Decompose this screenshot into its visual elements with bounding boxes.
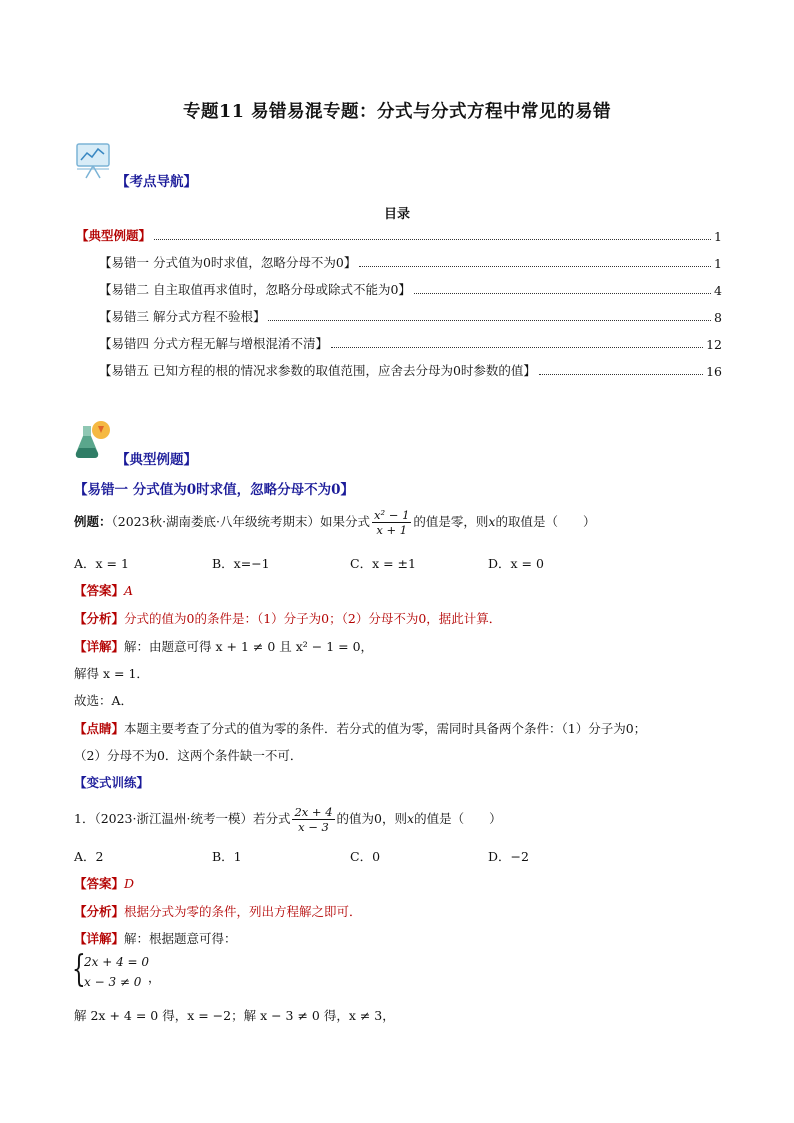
system-eq-1: 2x + 4 = 0 <box>84 955 150 969</box>
detail-line: 【详解】解：根据题意可得： <box>74 931 237 946</box>
analysis-line: 【分析】根据分式为零的条件，列出方程解之即可． <box>74 904 362 919</box>
presentation-board-icon <box>74 140 114 180</box>
comment-line-2: （2）分母不为0．这两个条件缺一不可． <box>74 748 303 763</box>
solve-line: 解得 x = 1． <box>74 666 149 681</box>
detail-line: 【详解】解：由题意可得 x + 1 ≠ 0 且 x² − 1 = 0， <box>74 639 374 654</box>
toc <box>76 226 722 379</box>
analysis-line: 【分析】分式的值为0的条件是：（1）分子为0；（2）分母不为0，据此计算． <box>74 611 502 626</box>
toc-row[interactable]: 【易错二 自主取值再求值时，忽略分母或除式不能为0】 4 <box>99 282 722 298</box>
toc-row[interactable]: 【易错三 解分式方程不验根】 8 <box>99 309 722 325</box>
toc-label: 【易错一 分式值为0时求值，忽略分母不为0】 <box>99 255 357 270</box>
toc-label: 【易错二 自主取值再求值时，忽略分母或除式不能为0】 <box>99 282 411 297</box>
option-a[interactable]: A．x = 1 <box>74 556 129 571</box>
toc-row[interactable]: 【典型例题】 1 <box>76 228 722 244</box>
fraction: $\frac{\text{x² − 1}}{x + 1}$ <box>374 508 410 537</box>
option-b[interactable]: B．x=−1 <box>212 556 270 571</box>
nav-header: 【考点导航】 <box>116 174 197 190</box>
choose-line: 故选：A． <box>74 693 134 708</box>
toc-heading: 目录 <box>383 207 410 222</box>
answer-line: 【答案】D <box>74 876 135 891</box>
toc-label: 【易错四 分式方程无解与增根混淆不清】 <box>99 336 328 351</box>
examples-header: 【典型例题】 <box>116 452 197 468</box>
option-d[interactable]: D．x = 0 <box>488 556 544 571</box>
option-c[interactable]: C．0 <box>350 849 381 864</box>
option-c[interactable]: C．x = ±1 <box>350 556 416 571</box>
chemistry-flask-icon <box>74 420 116 460</box>
toc-label: 【易错三 解分式方程不验根】 <box>99 309 266 324</box>
system-comma: ， <box>148 970 161 985</box>
comment-line: 【点睛】本题主要考查了分式的值为零的条件．若分式的值为零，需同时具备两个条件：（1）分子为0； <box>74 721 647 736</box>
toc-row[interactable]: 【易错五 已知方程的根的情况求参数的取值范围，应舍去分母为0时参数的值】 16 <box>99 363 722 379</box>
err1-header: 【易错一 分式值为0时求值，忽略分母不为0】 <box>74 482 354 498</box>
q1-question: 1．（2023·浙江温州·统考一模）若分式 $\frac{2x + 4}{x - 3}$ 的值为0，则x的值是（ ） <box>74 805 502 834</box>
option-a[interactable]: A．2 <box>74 849 104 864</box>
toc-label: 【典型例题】 <box>76 228 152 243</box>
fraction: $\frac{2x + 4}{x - 3}$ <box>294 805 333 834</box>
page-title: 专题11 易错易混专题：分式与分式方程中常见的易错 <box>183 102 611 122</box>
toc-row[interactable]: 【易错一 分式值为0时求值，忽略分母不为0】 1 <box>99 255 722 271</box>
option-b[interactable]: B．1 <box>212 849 242 864</box>
toc-label: 【易错五 已知方程的根的情况求参数的取值范围，应舍去分母为0时参数的值】 <box>99 363 536 378</box>
toc-row[interactable]: 【易错四 分式方程无解与增根混淆不清】 12 <box>99 336 722 352</box>
example-question: 例题：（2023秋·湖南娄底·八年级统考期末）如果分式 $\frac{\text{x² − 1}}{x + 1}$ 的值是零，则x的取值是（ ） <box>74 508 596 537</box>
last-line: 解 2x + 4 = 0 得，x = −2；解 x − 3 ≠ 0 得，x ≠ 3， <box>74 1008 395 1023</box>
practice-header: 【变式训练】 <box>74 775 150 790</box>
option-d[interactable]: D．−2 <box>488 849 529 864</box>
system-eq-2: x − 3 ≠ 0 <box>84 975 142 989</box>
answer-line: 【答案】A <box>74 583 134 598</box>
equation-brace: { <box>72 949 86 990</box>
